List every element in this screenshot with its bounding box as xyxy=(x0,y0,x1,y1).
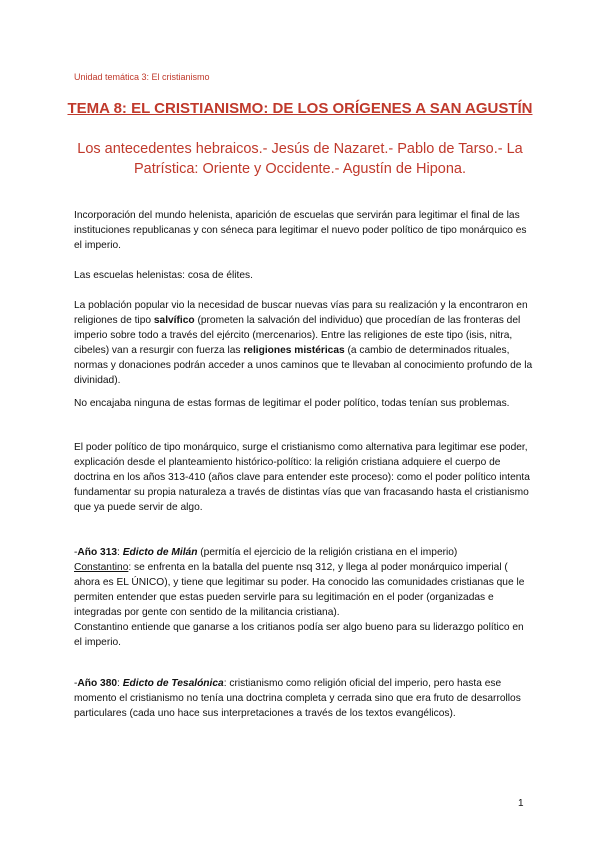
p3-part-e: (a cambio de determinados rituales, normas y donaciones podrán acceder a unos caminos que te llevaban al conocimiento profundo de la divinidad). xyxy=(74,345,533,386)
page-number: 1 xyxy=(518,798,524,809)
paragraph-5-text: El poder político de tipo monárquico, surge el cristianismo como alternativa para legitimar ese poder, explicación desde el planteamiento histórico-político: la religión cristiana adquiere el cuerpo de doctrina en los años 313-410 (años clave para entender este proceso): como el poder político intenta fundamentar su propia naturaleza a través de distintas vías que van fracasando hasta el cristianismo que ya puede servir de algo. xyxy=(74,442,530,513)
s313-text2: : se enfrenta en la batalla del puente nsq 312, y llega al poder monárquico imperial ( ahora es EL ÚNICO), y tiene que legitimar su poder. Ha conocido las comunidades cristianas que le permiten entender que estas pueden servirle para su legitimación en el poder (organizadas e integradas por gente con sentido de la militancia cristiana). xyxy=(74,562,525,618)
section-313 xyxy=(74,545,534,650)
paragraph-3-text xyxy=(74,298,534,388)
p3-term-misterica: religiones mistéricas xyxy=(243,345,345,356)
s313-edict: Edicto de Milán xyxy=(122,547,198,558)
p3-part-a: La población popular vio la necesidad de buscar nuevas vías para su realización y la encontraron en religiones de tipo xyxy=(74,300,528,326)
s380-dash: - xyxy=(74,678,78,689)
s313-text3: Constantino entiende que ganarse a los critianos podía ser algo bueno para su liderazgo político en el imperio. xyxy=(74,622,524,648)
section-313-text xyxy=(74,545,534,650)
paragraph-3 xyxy=(74,298,534,388)
s313-colon: : xyxy=(117,547,123,558)
s380-year: Año 380 xyxy=(77,678,118,689)
paragraph-1-text: Incorporación del mundo helenista, aparición de escuelas que servirán para legitimar el final de las instituciones republicanas y con séneca para legitimar el nuevo poder político de tipo monárquico es el imperio. xyxy=(74,210,527,251)
p3-part-c: (prometen la salvación del individuo) que procedían de las fronteras del imperio sobre todo a través del ejército (mercenarios). Entre las religiones de este tipo (isis, nitra, cibeles) van a resurgir con fuerza las xyxy=(74,315,521,356)
paragraph-2 xyxy=(74,268,534,283)
section-380-text xyxy=(74,676,534,721)
running-header: Unidad temática 3: El cristianismo xyxy=(74,72,210,82)
paragraph-4 xyxy=(74,396,534,411)
s380-text: : cristianismo como religión oficial del imperio, pero hasta ese momento el cristianismo no tenía una doctrina completa y cerrada sino que era fruto de desarrollos particulares (cada uno hace sus interpretaciones a través de los textos evangélicos). xyxy=(74,678,521,719)
s380-colon: : xyxy=(117,678,123,689)
paragraph-1 xyxy=(74,208,534,253)
p3-term-salvifico: salvífico xyxy=(153,315,195,326)
s313-constantino: Constantino xyxy=(74,562,129,573)
s313-year: Año 313 xyxy=(77,547,118,558)
page-subtitle: Los antecedentes hebraicos.- Jesús de Nazaret.- Pablo de Tarso.- La Patrística: Oriente y Occidente.- Agustín de Hipona. xyxy=(77,141,523,177)
s313-dash: - xyxy=(74,547,78,558)
section-380 xyxy=(74,676,534,721)
paragraph-4-text: No encajaba ninguna de estas formas de legitimar el poder político, todas tenían sus problemas. xyxy=(74,398,510,409)
paragraph-5 xyxy=(74,440,534,515)
s313-text: (permitía el ejercicio de la religión cristiana en el imperio) xyxy=(197,547,458,558)
page-title: TEMA 8: EL CRISTIANISMO: DE LOS ORÍGENES A SAN AGUSTÍN xyxy=(67,100,533,117)
paragraph-2-text: Las escuelas helenistas: cosa de élites. xyxy=(74,270,253,281)
s380-edict: Edicto de Tesalónica xyxy=(122,678,224,689)
